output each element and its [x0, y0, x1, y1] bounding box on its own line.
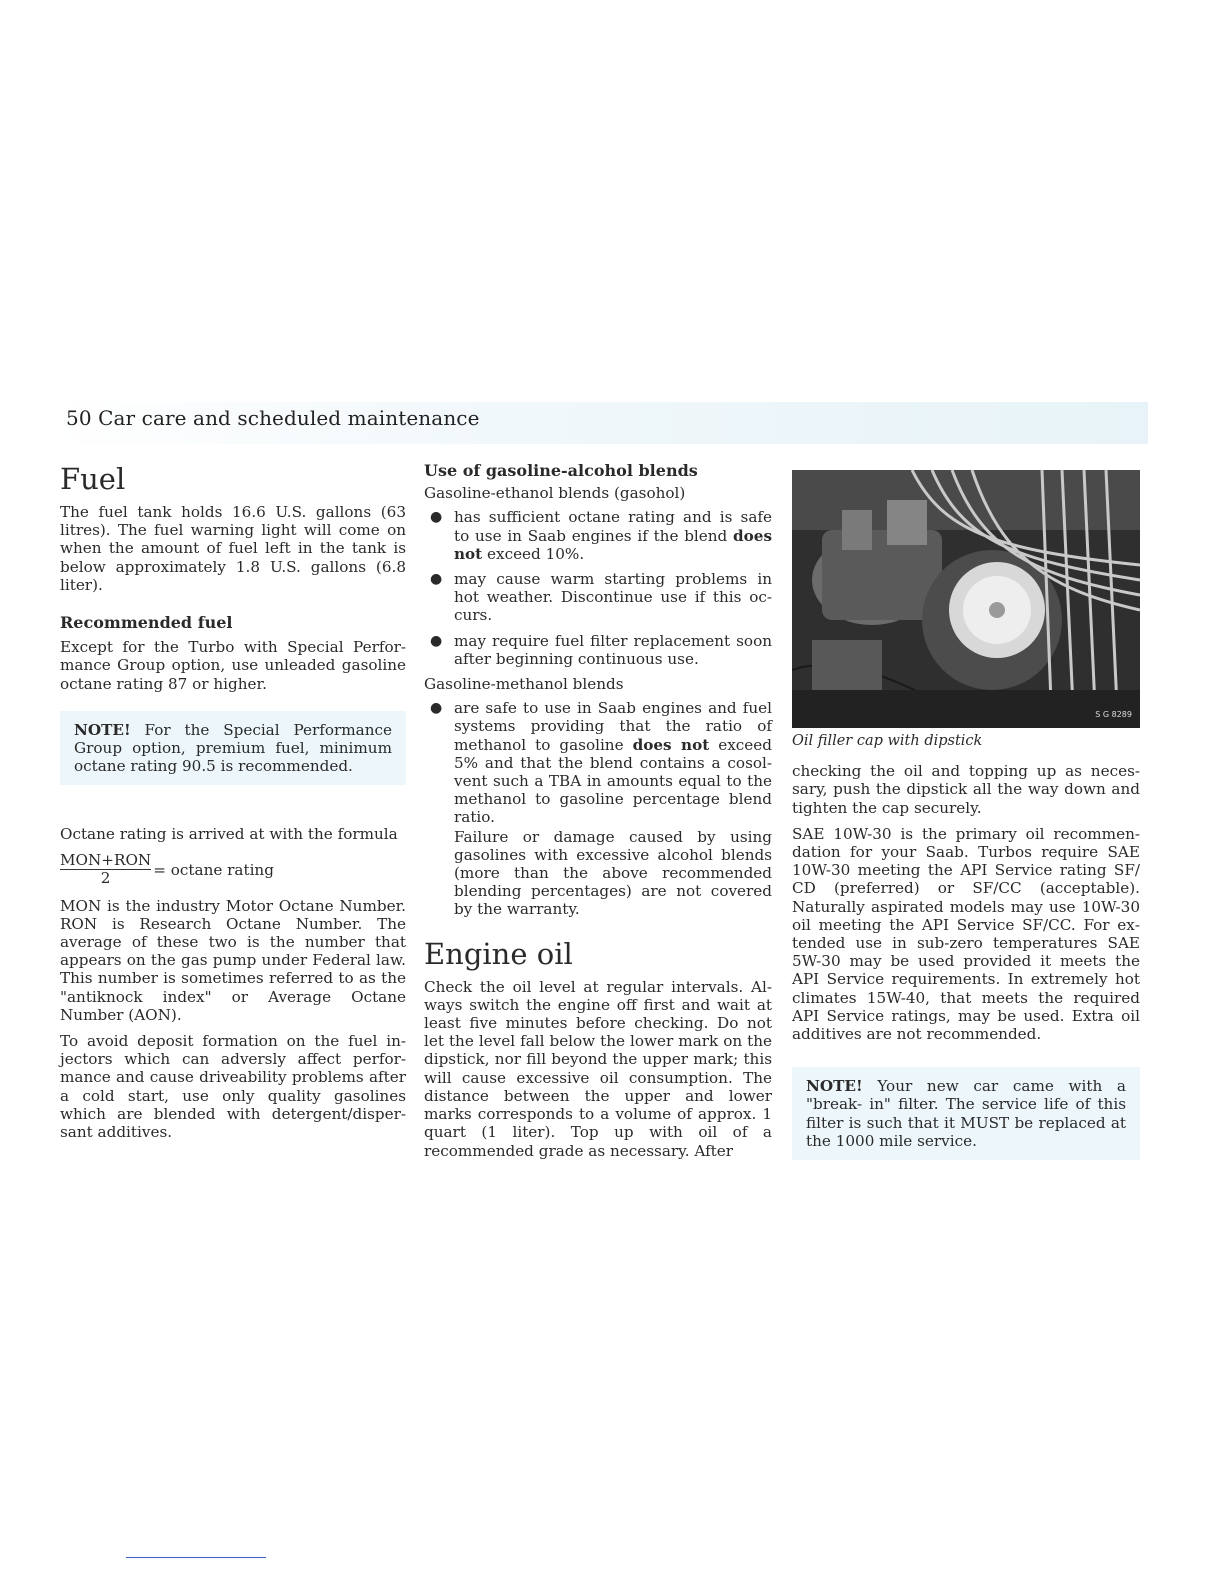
list-item: ● may require fuel filter replacement soon after beginning continuous use.: [430, 631, 772, 668]
column-1: [60, 462, 406, 1149]
bullet-icon: ●: [430, 571, 443, 588]
engine-oil-heading: Engine oil: [424, 936, 573, 971]
bullet-icon: ●: [430, 632, 443, 649]
deposit-paragraph: To avoid deposit formation on the fuel injectors which can adversly affect performance and cause driveability problems after a cold start, use only quality gasolines which are blended with detergent/dispersant additives.: [60, 1032, 406, 1142]
chapter-title: Car care and scheduled maintenance: [98, 406, 480, 430]
list-item: ● has sufficient octane rating and is safe to use in Saab engines if the blend does not exceed 10%.: [430, 508, 772, 563]
engine-photo-drawing: [792, 470, 1140, 728]
warranty-paragraph: Failure or damage caused by using gasolines with excessive alcohol blends (more than the above recommended blending percentages) are not covered by the warranty.: [454, 827, 772, 919]
note-label: NOTE!: [74, 720, 131, 739]
formula-fraction: [60, 852, 151, 887]
page-number: 50: [66, 406, 92, 430]
fuel-heading: Fuel: [60, 462, 126, 496]
fuel-note-text: [74, 721, 392, 776]
oil-note-box: [792, 1067, 1140, 1160]
column-3: [792, 462, 1140, 1188]
blends-heading: Use of gasoline-alcohol blends: [424, 461, 698, 480]
note-body: Your new car came with a "break- in" filter. The service life of this filter is such that it MUST be replaced at the 1000 mile service.: [806, 1077, 1126, 1150]
methanol-heading: Gasoline-methanol blends: [424, 675, 624, 694]
octane-formula: [60, 852, 406, 887]
methanol-list: [424, 699, 772, 826]
formula-result: = octane rating: [153, 860, 274, 879]
checking-paragraph: checking the oil and topping up as necessary, push the dipstick all the way down and tighten the cap securely.: [792, 762, 1140, 817]
list-item: ● may cause warm starting problems in hot weather. Discontinue use if this occurs.: [430, 570, 772, 625]
note-label: NOTE!: [806, 1077, 863, 1096]
fuel-capacity-paragraph: The fuel tank holds 16.6 U.S. gallons (63 litres). The fuel warning light will come on when the amount of fuel left in the tank is below approximately 1.8 U.S. gallons (6.8 liter).: [60, 503, 406, 594]
note-body: For the Special Performance Group option, premium fuel, minimum octane rating 90.5 is recommended.: [74, 720, 392, 776]
ethanol-heading: Gasoline-ethanol blends (gasohol): [424, 484, 686, 503]
sae-paragraph: SAE 10W-30 is the primary oil recommendation for your Saab. Turbos require SAE 10W-30 meeting the API Service rating SF/ CD (preferred) or SF/CC (acceptable). Naturally aspirated models may use 10W-30 oil meeting the API Service SF/CC. For extended use in sub-zero temperatures SAE 5W-30 may be used provided it meets the API Service requirements. In extremely hot climates 15W-40, that meets the required API Service ratings, may be used. Extra oil additives are not recommended.: [792, 824, 1140, 1044]
fuel-note-box: [60, 711, 406, 786]
bullet-icon: ●: [430, 509, 443, 526]
ethanol-list: [424, 508, 772, 668]
formula-denominator: 2: [100, 868, 111, 887]
engine-oil-paragraph: Check the oil level at regular intervals. Always switch the engine off first and wait at least five minutes before checking. Do not let the level fall below the lower mark on the dipstick, nor fill beyond the upper mark; this will cause excessive oil consumption. The distance between the upper and lower marks corresponds to a volume of approx. 1 quart (1 liter). Top up with oil of a recommended grade as necessary. After: [424, 977, 772, 1160]
photo-caption: Oil filler cap with dipstick: [792, 733, 983, 749]
octane-intro: Octane rating is arrived at with the formula: [60, 825, 398, 844]
mon-ron-paragraph: MON is the industry Motor Octane Number. RON is Research Octane Number. The average of these two is the number that appears on the gas pump under Federal law. This number is sometimes referred to as the "antiknock index" or Average Octane Number (AON).: [60, 896, 406, 1024]
recommended-fuel-paragraph: Except for the Turbo with Special Performance Group option, use unleaded gasoline octane rating 87 or higher.: [60, 638, 406, 693]
photo-code: S G 8289: [1095, 709, 1132, 719]
list-item: ● are safe to use in Saab engines and fuel systems providing that the ratio of methanol to gasoline does not exceed 5% and that the blend contains a cosolvent such a TBA in amounts equal to the methanol to gasoline percentage blend ratio.: [430, 699, 772, 827]
bullet-icon: ●: [430, 700, 443, 717]
recommended-fuel-heading: Recommended fuel: [60, 613, 233, 633]
engine-photo: [792, 470, 1140, 728]
column-2: [424, 462, 772, 1168]
footer-rule: [126, 1557, 266, 1558]
formula-numerator: MON+RON: [60, 850, 152, 869]
oil-note-text: [806, 1077, 1126, 1150]
running-header: [66, 406, 480, 430]
